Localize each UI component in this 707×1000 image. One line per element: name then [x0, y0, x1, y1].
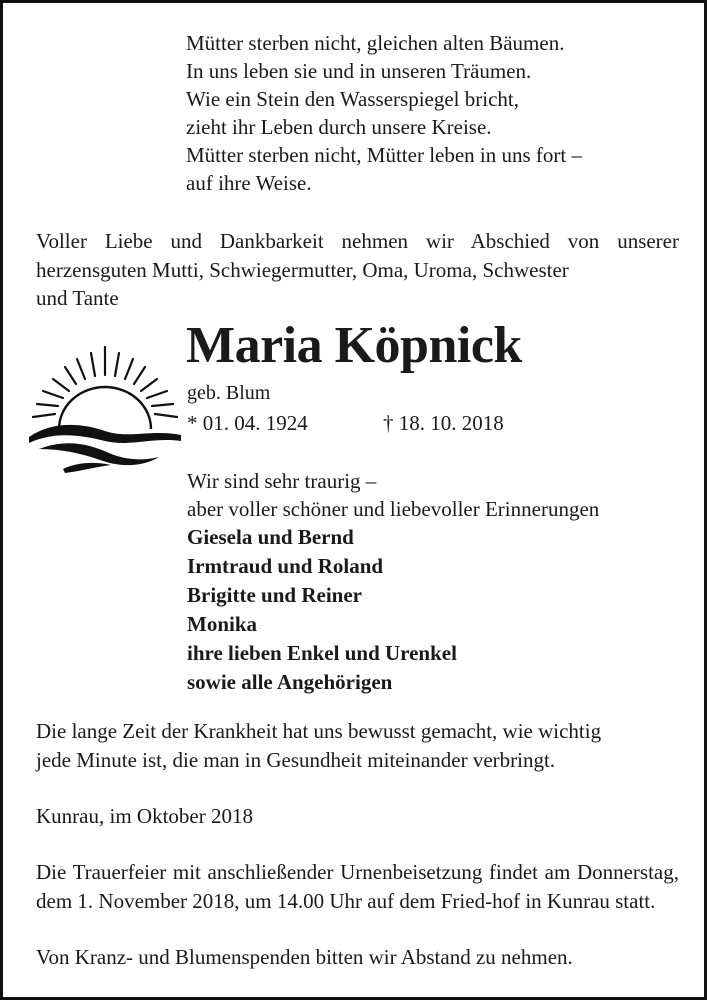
intro-last-line: und Tante [36, 286, 119, 310]
poem-line: Wie ein Stein den Wasserspiegel bricht, [186, 87, 519, 111]
funeral-info: Die Trauerfeier mit anschließender Urnenbeisetzung findet am Donnerstag, dem 1. November 2018, um 14.00 Uhr auf dem Fried-hof in Kunrau statt. [36, 860, 679, 913]
life-dates [187, 409, 504, 437]
deceased-name: Maria Köpnick [186, 317, 522, 374]
mourner: ihre lieben Enkel und Urenkel [187, 641, 457, 665]
mourner: Irmtraud und Roland [187, 554, 384, 578]
donation-note: Von Kranz- und Blumenspenden bitten wir Abstand zu nehmen. [36, 945, 573, 969]
poem-line: Mütter sterben nicht, gleichen alten Bäumen. [186, 31, 565, 55]
birth-date: * 01. 04. 1924 [187, 411, 308, 435]
poem-line: Mütter sterben nicht, Mütter leben in uns fort – [186, 143, 582, 167]
death-date: † 18. 10. 2018 [383, 411, 504, 435]
mourner: Monika [187, 612, 258, 636]
poem-line: auf ihre Weise. [186, 171, 312, 195]
poem-line: zieht ihr Leben durch unsere Kreise. [186, 115, 492, 139]
born-name: geb. Blum [187, 382, 271, 404]
poem [186, 29, 582, 197]
reflection-paragraph [36, 717, 601, 775]
place-date: Kunrau, im Oktober 2018 [36, 804, 253, 828]
sunset-over-hills-icon [25, 343, 185, 475]
intro-text: Voller Liebe und Dankbarkeit nehmen wir Abschied von unserer herzensguten Mutti, Schwiegermutter, Oma, Uroma, Schwester [36, 229, 679, 282]
mourning-statement [187, 467, 599, 523]
reflection-line: Die lange Zeit der Krankheit hat uns bewusst gemacht, wie wichtig [36, 719, 602, 743]
mourning-line: aber voller schöner und liebevoller Erinnerungen [187, 497, 600, 521]
mourner: sowie alle Angehörigen [187, 670, 393, 694]
mourners-list [187, 523, 457, 697]
intro-paragraph [36, 227, 679, 313]
poem-line: In uns leben sie und in unseren Träumen. [186, 59, 532, 83]
mourner: Brigitte und Reiner [187, 583, 362, 607]
mourning-line: Wir sind sehr traurig – [187, 469, 377, 493]
reflection-line: jede Minute ist, die man in Gesundheit miteinander verbringt. [36, 748, 556, 772]
mourner: Giesela und Bernd [187, 525, 354, 549]
